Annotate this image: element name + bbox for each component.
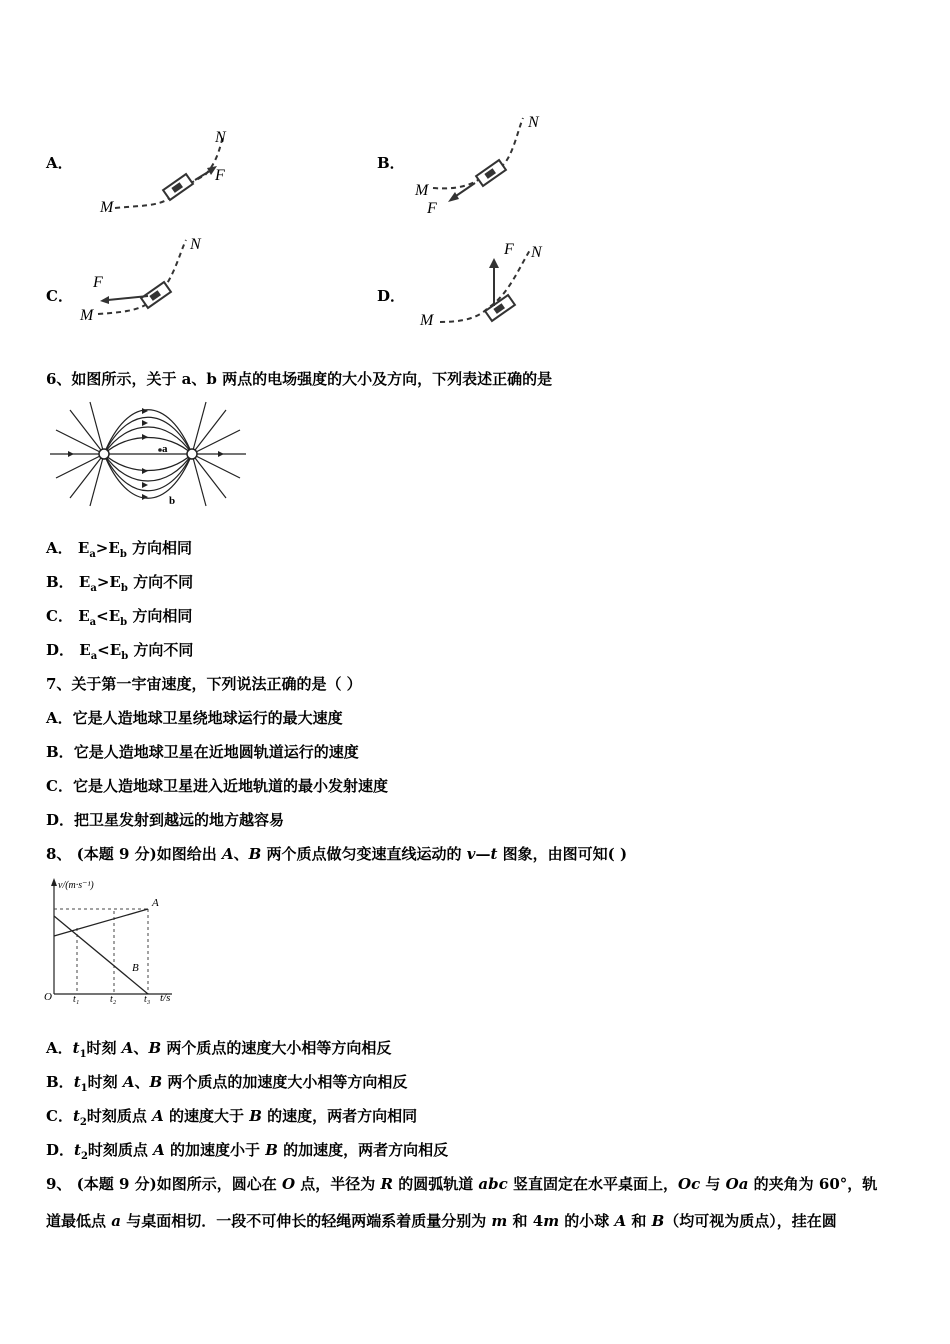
q6-stem: 6、如图所示，关于 a、b 两点的电场强度的大小及方向，下列表述正确的是 bbox=[46, 370, 553, 388]
symbol: A bbox=[122, 1073, 135, 1091]
symbol: B bbox=[265, 1141, 278, 1159]
option-label: C． bbox=[46, 777, 73, 795]
symbol: A bbox=[121, 1039, 134, 1057]
q7-option-a[interactable] bbox=[46, 708, 343, 728]
option-text: 的速度，两者方向相同 bbox=[261, 1107, 418, 1125]
option-text: 方向不同 bbox=[127, 573, 194, 591]
option-text: 方向不同 bbox=[128, 641, 194, 659]
x-axis-label: t/s bbox=[160, 992, 171, 1004]
symbol: B bbox=[249, 1107, 262, 1125]
text: 和 bbox=[626, 1212, 652, 1230]
label-m: M bbox=[415, 182, 429, 199]
symbol: E bbox=[108, 607, 121, 625]
option-label: D． bbox=[46, 641, 75, 659]
option-text: 的速度大于 bbox=[163, 1107, 250, 1125]
symbol: E bbox=[78, 573, 91, 591]
q6-option-c[interactable] bbox=[46, 606, 192, 633]
option-label: B． bbox=[46, 1073, 74, 1091]
q5-figure-d bbox=[418, 240, 568, 332]
symbol: t bbox=[490, 845, 498, 863]
relation: > bbox=[95, 539, 109, 557]
symbol: B bbox=[149, 1073, 163, 1091]
point-a-label: a bbox=[162, 443, 168, 455]
label-n: N bbox=[531, 244, 542, 261]
symbol: E bbox=[109, 641, 122, 659]
label-m: M bbox=[80, 307, 94, 324]
line-a bbox=[54, 909, 148, 936]
subscript: b bbox=[120, 583, 128, 594]
symbol: E bbox=[78, 607, 90, 625]
tick-t2: t₂ bbox=[110, 994, 117, 1005]
text: 道最低点 bbox=[46, 1212, 112, 1230]
q9-stem-line-1 bbox=[46, 1174, 877, 1194]
symbol: B bbox=[148, 1039, 162, 1057]
q8-vt-chart bbox=[40, 876, 190, 1006]
option-text: 、 bbox=[134, 1073, 150, 1091]
subscript: 2 bbox=[80, 1151, 88, 1162]
subscript: b bbox=[119, 549, 127, 560]
subscript: 1 bbox=[79, 1049, 87, 1060]
option-text: 把卫星发射到越远的地方越容易 bbox=[74, 811, 285, 829]
symbol: t bbox=[72, 1039, 80, 1057]
q8-stem bbox=[46, 844, 627, 864]
option-text: 时刻 bbox=[87, 1073, 123, 1091]
label-f: F bbox=[427, 200, 437, 217]
symbol: A bbox=[153, 1141, 165, 1159]
q6-field-lines-figure bbox=[48, 400, 248, 510]
symbol: A bbox=[221, 845, 234, 863]
label-f: F bbox=[504, 241, 514, 258]
option-label: C． bbox=[46, 607, 73, 625]
symbol: m bbox=[543, 1212, 560, 1230]
text: 的夹角为 60°，轨 bbox=[748, 1175, 878, 1193]
option-text: 它是人造地球卫星进入近地轨道的最小发射速度 bbox=[72, 777, 388, 795]
q5-option-a-label: A． bbox=[46, 154, 73, 172]
y-axis-label: v/(m·s⁻¹) bbox=[58, 880, 94, 891]
option-text: 它是人造地球卫星绕地球运行的最大速度 bbox=[72, 709, 343, 727]
symbol: m bbox=[491, 1212, 508, 1230]
option-text: 两个质点的加速度大小相等方向相反 bbox=[162, 1073, 408, 1091]
symbol: R bbox=[380, 1175, 393, 1193]
option-text: 的加速度小于 bbox=[164, 1141, 266, 1159]
option-label: D． bbox=[46, 1141, 75, 1159]
relation: < bbox=[97, 641, 110, 659]
label-m: M bbox=[100, 199, 114, 216]
line-b-label: B bbox=[132, 962, 139, 974]
option-label: B． bbox=[46, 573, 74, 591]
label-f: F bbox=[93, 274, 103, 291]
q8-option-a[interactable] bbox=[46, 1038, 391, 1065]
label-n: N bbox=[528, 114, 539, 131]
symbol: A bbox=[152, 1107, 164, 1125]
q7-option-b[interactable] bbox=[46, 742, 359, 762]
subscript: b bbox=[120, 617, 128, 628]
q6-option-a[interactable] bbox=[46, 538, 192, 565]
option-label: A． bbox=[46, 709, 73, 727]
subscript: a bbox=[89, 549, 96, 560]
symbol: B bbox=[651, 1212, 665, 1230]
q9-stem-line-2 bbox=[46, 1211, 837, 1231]
label-n: N bbox=[215, 129, 226, 146]
q5-option-b-label: B． bbox=[377, 154, 405, 172]
symbol: E bbox=[108, 539, 120, 557]
option-text: 方向相同 bbox=[127, 607, 193, 625]
q8-option-c[interactable] bbox=[46, 1106, 417, 1133]
text: 两个质点做匀变速直线运动的 bbox=[261, 845, 467, 863]
subscript: a bbox=[89, 617, 97, 628]
text: 、 bbox=[233, 845, 249, 863]
q5-option-c-label: C． bbox=[46, 287, 73, 305]
q5-figure-a bbox=[95, 125, 245, 220]
symbol: abc bbox=[478, 1175, 508, 1193]
text: 与桌面相切．一段不可伸长的轻绳两端系着质量分别为 bbox=[120, 1212, 492, 1230]
text: 竖直固定在水平桌面上， bbox=[507, 1175, 678, 1193]
q8-option-d[interactable] bbox=[46, 1140, 448, 1167]
text: 的圆弧轨道 bbox=[392, 1175, 479, 1193]
origin-label: O bbox=[44, 991, 52, 1003]
option-text: 方向相同 bbox=[126, 539, 193, 557]
q8-option-b[interactable] bbox=[46, 1072, 407, 1099]
tick-t1: t₁ bbox=[73, 994, 80, 1005]
subscript: a bbox=[90, 583, 97, 594]
symbol: E bbox=[109, 573, 121, 591]
text: 9、 (本题 9 分)如图所示，圆心在 bbox=[46, 1175, 282, 1193]
text: 8、 (本题 9 分)如图给出 bbox=[46, 845, 222, 863]
symbol: t bbox=[73, 1073, 81, 1091]
option-text: 时刻质点 bbox=[86, 1107, 153, 1125]
option-text: 两个质点的速度大小相等方向相反 bbox=[161, 1039, 392, 1057]
symbol: O bbox=[281, 1175, 296, 1193]
symbol: t bbox=[72, 1107, 80, 1125]
text: 与 bbox=[700, 1175, 726, 1193]
text: 图象，由图可知( ) bbox=[497, 845, 628, 863]
option-text: 时刻质点 bbox=[87, 1141, 154, 1159]
text: 和 4 bbox=[507, 1212, 544, 1230]
point-b-label: b bbox=[169, 495, 176, 507]
relation: > bbox=[96, 573, 110, 591]
q7-stem: 7、关于第一宇宙速度，下列说法正确的是（ ） bbox=[46, 675, 362, 693]
line-a-label: A bbox=[152, 897, 159, 909]
option-label: A． bbox=[46, 1039, 73, 1057]
label-f: F bbox=[215, 167, 225, 184]
subscript: b bbox=[121, 651, 129, 662]
subscript: 2 bbox=[79, 1117, 87, 1128]
option-label: D． bbox=[46, 811, 75, 829]
label-n: N bbox=[190, 236, 201, 253]
subscript: 1 bbox=[80, 1083, 88, 1094]
text: （均可视为质点），挂在圆 bbox=[664, 1212, 837, 1230]
option-text: 的加速度，两者方向相反 bbox=[277, 1141, 449, 1159]
q6-option-d[interactable] bbox=[46, 640, 193, 667]
relation: < bbox=[96, 607, 109, 625]
subscript: a bbox=[90, 651, 98, 662]
text: — bbox=[475, 845, 491, 863]
symbol: Oc bbox=[678, 1175, 701, 1193]
line-b bbox=[54, 916, 148, 994]
symbol: B bbox=[248, 845, 262, 863]
option-text: 、 bbox=[133, 1039, 149, 1057]
symbol: A bbox=[614, 1212, 627, 1230]
text: 的小球 bbox=[559, 1212, 615, 1230]
option-text: 时刻 bbox=[86, 1039, 122, 1057]
q6-option-b[interactable] bbox=[46, 572, 193, 599]
symbol: v bbox=[466, 845, 476, 863]
text: 点，半径为 bbox=[295, 1175, 381, 1193]
label-m: M bbox=[420, 312, 434, 329]
symbol: a bbox=[111, 1212, 121, 1230]
q5-figure-b bbox=[413, 110, 563, 218]
option-label: B． bbox=[46, 743, 74, 761]
tick-t3: t₃ bbox=[144, 994, 151, 1005]
symbol: E bbox=[77, 539, 90, 557]
symbol: t bbox=[74, 1141, 81, 1159]
q5-option-d-label: D． bbox=[377, 287, 406, 305]
q7-option-d[interactable] bbox=[46, 810, 284, 830]
option-label: C． bbox=[46, 1107, 73, 1125]
option-text: 它是人造地球卫星在近地圆轨道运行的速度 bbox=[73, 743, 359, 761]
q5-figure-c bbox=[78, 232, 228, 324]
q7-option-c[interactable] bbox=[46, 776, 388, 796]
option-label: A． bbox=[46, 539, 73, 557]
symbol: E bbox=[79, 641, 91, 659]
symbol: Oa bbox=[725, 1175, 749, 1193]
